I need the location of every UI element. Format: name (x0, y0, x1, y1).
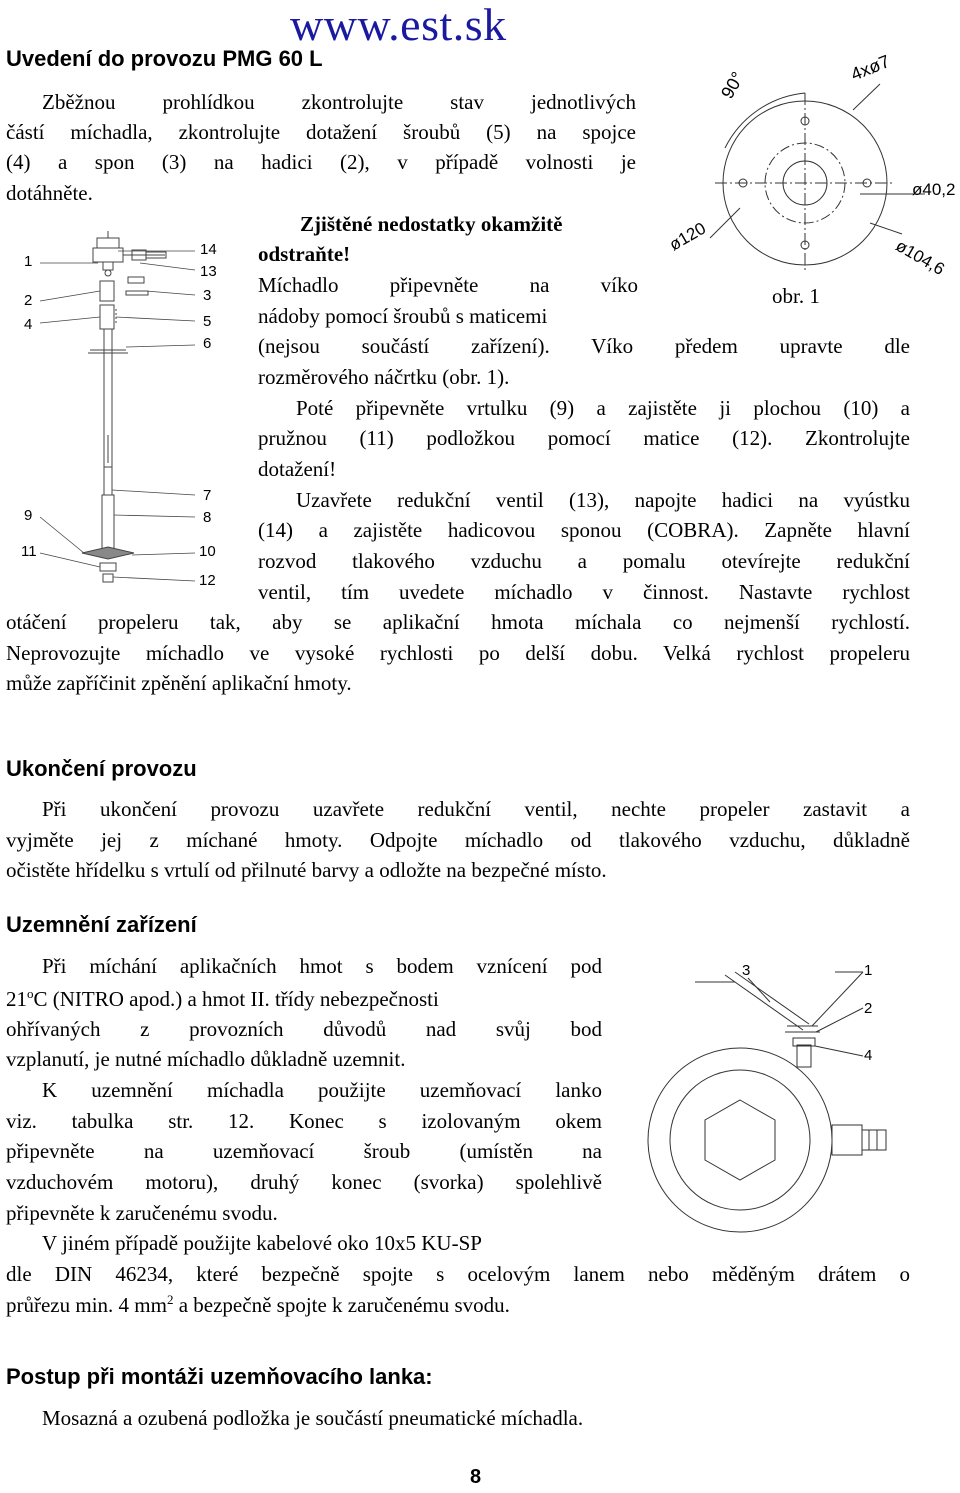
inner-diameter-dimension: ø40,2 (912, 180, 956, 199)
ground-part-label: 3 (742, 962, 751, 979)
body-line: V jiném případě použijte kabelové oko 10x5 KU-SP (42, 1231, 482, 1255)
body-line: Míchadlo připevněte na víko (258, 273, 638, 297)
part-label: 13 (200, 263, 217, 280)
body-line: Při ukončení provozu uzavřete redukční ventil, nechte propeler zastavit a (42, 797, 910, 821)
body-line: vzduchovém motoru), druhý konec (svorka) spolehlivě (6, 1170, 602, 1194)
part-label: 7 (203, 487, 212, 504)
watermark: www.est.sk (290, 0, 507, 50)
body-line: nádoby pomocí šroubů s maticemi (258, 304, 548, 328)
body-line: (nejsou součástí zařízení). Víko předem upravte dle (258, 334, 910, 358)
part-label: 5 (203, 313, 212, 330)
part-label: 2 (24, 292, 33, 309)
body-line: dle DIN 46234, které bezpečně spojte s ocelovým lanem nebo měděným drátem o (6, 1262, 910, 1286)
body-line: ventil, tím uvedete míchadlo v činnost. Nastavte rychlost (258, 580, 910, 604)
section-heading-cable-mounting: Postup při montáži uzemňovacího lanka: (6, 1364, 433, 1389)
part-label: 4 (24, 316, 33, 333)
body-line: viz. tabulka str. 12. Konec s izolovaným okem (6, 1109, 602, 1133)
body-line: ohřívaných z provozních důvodů nad svůj bod (6, 1017, 602, 1041)
grounding-diagram (625, 960, 905, 1242)
bolt-circle-dimension: ø120 (666, 218, 710, 255)
body-line: připevněte na uzemňovací šroub (umístěn na (6, 1139, 602, 1163)
outer-diameter-dimension: ø104,6 (892, 236, 948, 279)
body-line: rozměrového náčrtku (obr. 1). (258, 365, 510, 389)
warning-line: Zjištěné nedostatky okamžitě (300, 212, 563, 236)
part-label: 9 (24, 507, 33, 524)
part-label: 14 (200, 241, 217, 258)
ground-part-label: 4 (864, 1047, 873, 1064)
body-line: Poté připevněte vrtulku (9) a zajistěte ji plochou (10) a (296, 396, 910, 420)
body-line: vyjměte jej z míchané hmoty. Odpojte míchadlo od tlakového vzduchu, důkladně (6, 828, 910, 852)
body-line: může zapříčinit zpěnění aplikační hmoty. (6, 671, 352, 695)
part-label: 6 (203, 335, 212, 352)
intro-line: (4) a spon (3) na hadici (2), v případě volnosti je (6, 150, 636, 174)
body-line: rozvod tlakového vzduchu a pomalu otevírejte redukční (258, 549, 910, 573)
intro-line: Zběžnou prohlídkou zkontrolujte stav jednotlivých (42, 90, 636, 114)
holes-dimension: 4xø7 (848, 51, 893, 85)
intro-line: částí míchadla, zkontrolujte dotažení šroubů (5) na spojce (6, 120, 636, 144)
body-line: Při míchání aplikačních hmot s bodem vznícení pod (42, 954, 602, 978)
intro-line: dotáhněte. (6, 181, 93, 205)
part-label: 3 (203, 287, 212, 304)
ground-part-label: 1 (864, 962, 873, 979)
part-label: 11 (21, 543, 37, 560)
body-line: Mosazná a ozubená podložka je součástí pneumatické míchadla. (42, 1406, 584, 1430)
body-line: Neprovozujte míchadlo ve vysoké rychlosti po delší dobu. Velká rychlost propeleru (6, 641, 910, 665)
body-line: připevněte k zaručenému svodu. (6, 1201, 278, 1225)
part-label: 10 (199, 543, 216, 560)
body-line: (14) a zajistěte hadicovou sponou (COBRA). Zapněte hlavní (258, 518, 910, 542)
part-label: 1 (24, 253, 33, 270)
body-line: 21$^o$C (NITRO apod.) a hmot II. třídy nebezpečnosti (6, 986, 439, 1011)
body-line: průřezu min. 4 $mm^2$ a bezpečně spojte k zaručenému svodu. (6, 1292, 510, 1317)
body-line: pružnou (11) podložkou pomocí matice (12). Zkontrolujte (258, 426, 910, 450)
section-heading-commissioning: Uvedení do provozu PMG 60 L (6, 46, 323, 71)
body-line: Uzavřete redukční ventil (13), napojte hadici na vyústku (296, 488, 910, 512)
figure-caption: obr. 1 (772, 284, 820, 308)
section-heading-shutdown: Ukončení provozu (6, 756, 197, 781)
section-heading-grounding: Uzemnění zařízení (6, 912, 197, 937)
angle-dimension: 90° (717, 68, 748, 102)
body-line: K uzemnění míchadla použijte uzemňovací lanko (42, 1078, 602, 1102)
body-line: otáčení propeleru tak, aby se aplikační hmota míchala co nejmenší rychlostí. (6, 610, 910, 634)
warning-line: odstraňte! (258, 242, 351, 266)
part-label: 12 (199, 572, 216, 589)
body-line: dotažení! (258, 457, 337, 481)
part-label: 8 (203, 509, 212, 526)
body-line: vzplanutí, je nutné míchadlo důkladně uzemnit. (6, 1047, 406, 1071)
page-number: 8 (470, 1466, 482, 1488)
ground-part-label: 2 (864, 1000, 873, 1017)
body-line: očistěte hřídelku s vrtulí od přilnuté barvy a odložte na bezpečné místo. (6, 858, 607, 882)
